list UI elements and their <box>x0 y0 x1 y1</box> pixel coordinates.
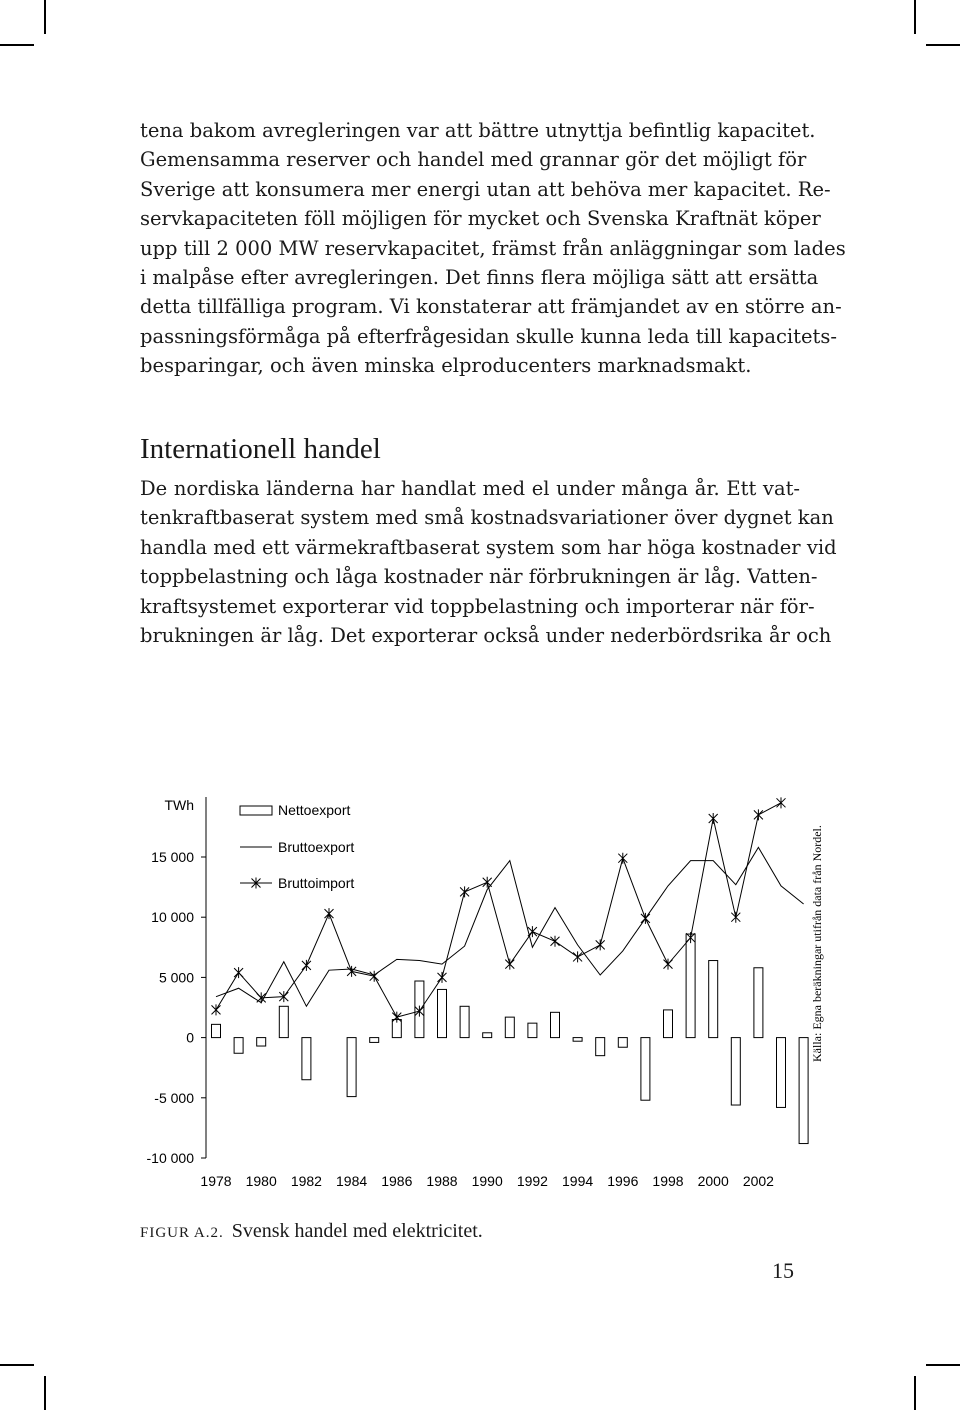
marker-bruttoimport <box>438 972 447 983</box>
legend-label-nettoexport: Nettoexport <box>278 802 351 818</box>
bar-nettoexport <box>483 1033 492 1038</box>
bar-nettoexport <box>257 1038 266 1046</box>
marker-bruttoimport <box>618 853 627 864</box>
bar-nettoexport <box>799 1038 808 1144</box>
text-line: tena bakom avregleringen var att bättre utnyttja befintlig kapacitet. <box>140 119 816 142</box>
text-line: brukningen är låg. Det exporterar också under nederbördsrika år och <box>140 624 832 648</box>
crop-mark-top-left <box>44 0 46 34</box>
text-line: De nordiska länderna har handlat med el under många år. Ett vat- <box>140 477 800 500</box>
marker-bruttoimport <box>596 939 605 950</box>
body-paragraph-1 <box>140 116 846 381</box>
marker-bruttoimport <box>754 809 763 820</box>
legend-swatch-nettoexport <box>240 806 272 815</box>
text-line: Gemensamma reserver och handel med grannar gör det möjligt för <box>140 148 807 172</box>
marker-bruttoimport <box>664 959 673 970</box>
marker-bruttoimport <box>641 913 650 924</box>
x-tick-label: 1982 <box>290 1173 322 1189</box>
section-heading: Internationell handel <box>140 433 381 465</box>
y-tick-label: 0 <box>186 1029 194 1046</box>
marker-bruttoimport <box>551 936 560 947</box>
text-line: passningsförmåga på efterfrågesidan skulle kunna leda till kapacitets- <box>140 324 837 348</box>
bar-nettoexport <box>709 961 718 1038</box>
text-line: kraftsystemet exporterar vid toppbelastning och importerar när för- <box>140 594 815 618</box>
figure-caption-text: Svensk handel med elektricitet. <box>231 1220 483 1242</box>
x-tick-label: 1996 <box>607 1173 639 1189</box>
bar-nettoexport <box>551 1012 560 1037</box>
x-tick-label: 1980 <box>245 1173 277 1189</box>
marker-bruttoimport <box>777 797 786 808</box>
bar-nettoexport <box>664 1010 673 1038</box>
text-line: besparingar, och även minska elproducenters marknadsmakt. <box>140 354 752 378</box>
text-line: Sverige att konsumera mer energi utan att behöva mer kapacitet. Re- <box>140 177 831 201</box>
x-tick-label: 1998 <box>652 1173 684 1189</box>
marker-bruttoimport <box>505 959 514 970</box>
bar-nettoexport <box>754 968 763 1038</box>
marker-bruttoimport <box>483 877 492 888</box>
figure-label: FIGUR A.2. <box>140 1225 224 1241</box>
line-bruttoimport <box>216 803 781 1017</box>
crop-mark-bottom-left <box>44 1376 46 1410</box>
crop-mark-top-left-h <box>0 44 34 46</box>
bar-nettoexport <box>641 1038 650 1101</box>
bar-nettoexport <box>573 1038 582 1042</box>
body-paragraph-2 <box>140 474 837 650</box>
marker-bruttoimport <box>212 1004 221 1015</box>
paragraph <box>140 116 846 381</box>
x-tick-label: 1986 <box>381 1173 413 1189</box>
source-note: Källa: Egna beräkningar utifrån data från Nordel. <box>810 825 824 1062</box>
x-tick-label: 2002 <box>742 1173 774 1189</box>
y-tick-label: 15 000 <box>151 849 194 865</box>
legend-label-bruttoexport: Bruttoexport <box>278 839 355 855</box>
marker-bruttoimport <box>392 1012 401 1023</box>
marker-bruttoimport <box>347 966 356 977</box>
bar-nettoexport <box>528 1023 537 1037</box>
y-axis-label: TWh <box>164 797 194 813</box>
bar-nettoexport <box>212 1024 221 1037</box>
text-line: handla med ett värmekraftbaserat system som har höga kostnader vid <box>140 535 837 559</box>
x-tick-label: 1994 <box>562 1173 594 1189</box>
x-tick-label: 1984 <box>336 1173 368 1189</box>
bar-nettoexport <box>234 1038 243 1054</box>
marker-bruttoimport <box>528 926 537 937</box>
text-line: servkapaciteten föll möjligen för mycket och Svenska Kraftnät köper <box>140 207 821 231</box>
marker-bruttoimport <box>460 886 469 897</box>
marker-bruttoimport <box>370 971 379 982</box>
y-tick-label: -10 000 <box>146 1150 194 1166</box>
crop-mark-bottom-right-h <box>926 1364 960 1366</box>
trade-chart <box>0 780 960 1200</box>
marker-bruttoimport <box>234 967 243 978</box>
text-line: upp till 2 000 MW reservkapacitet, främst från anläggningar som lades <box>140 236 846 260</box>
marker-bruttoimport <box>325 908 334 919</box>
bar-nettoexport <box>279 1006 288 1037</box>
x-tick-label: 1990 <box>471 1173 503 1189</box>
bar-nettoexport <box>302 1038 311 1080</box>
y-tick-label: 10 000 <box>151 909 194 926</box>
x-tick-label: 1978 <box>200 1173 232 1189</box>
paragraph <box>140 474 837 650</box>
bar-nettoexport <box>596 1038 605 1056</box>
text-line: toppbelastning och låga kostnader när förbrukningen är låg. Vatten- <box>140 565 818 589</box>
marker-bruttoimport <box>302 960 311 971</box>
text-line: detta tillfälliga program. Vi konstaterar att främjandet av en större an- <box>140 295 842 319</box>
marker-bruttoimport <box>573 951 582 962</box>
page-number: 15 <box>772 1258 794 1283</box>
bar-nettoexport <box>460 1006 469 1037</box>
y-tick-label: -5 000 <box>154 1089 194 1106</box>
bar-nettoexport <box>777 1038 786 1108</box>
marker-bruttoimport <box>709 813 718 824</box>
legend-label-bruttoimport: Bruttoimport <box>278 875 355 891</box>
x-tick-label: 2000 <box>697 1173 729 1189</box>
crop-mark-top-right <box>914 0 916 34</box>
x-tick-label: 1988 <box>426 1173 458 1189</box>
bar-nettoexport <box>686 934 695 1038</box>
marker-bruttoimport <box>731 912 740 923</box>
figure-caption <box>140 1220 483 1243</box>
crop-mark-bottom-left-h <box>0 1364 34 1366</box>
bar-nettoexport <box>505 1017 514 1037</box>
bar-nettoexport <box>731 1038 740 1105</box>
bar-nettoexport <box>370 1038 379 1043</box>
text-line: tenkraftbaserat system med små kostnadsvariationer över dygnet kan <box>140 506 834 530</box>
crop-mark-bottom-right <box>914 1376 916 1410</box>
y-tick-label: 5 000 <box>158 969 194 986</box>
crop-mark-top-right-h <box>926 44 960 46</box>
text-line: i malpåse efter avregleringen. Det finns flera möjliga sätt att ersätta <box>140 266 819 290</box>
bar-nettoexport <box>347 1038 356 1097</box>
x-tick-label: 1992 <box>516 1173 548 1189</box>
bar-nettoexport <box>438 989 447 1037</box>
bar-nettoexport <box>618 1038 627 1048</box>
